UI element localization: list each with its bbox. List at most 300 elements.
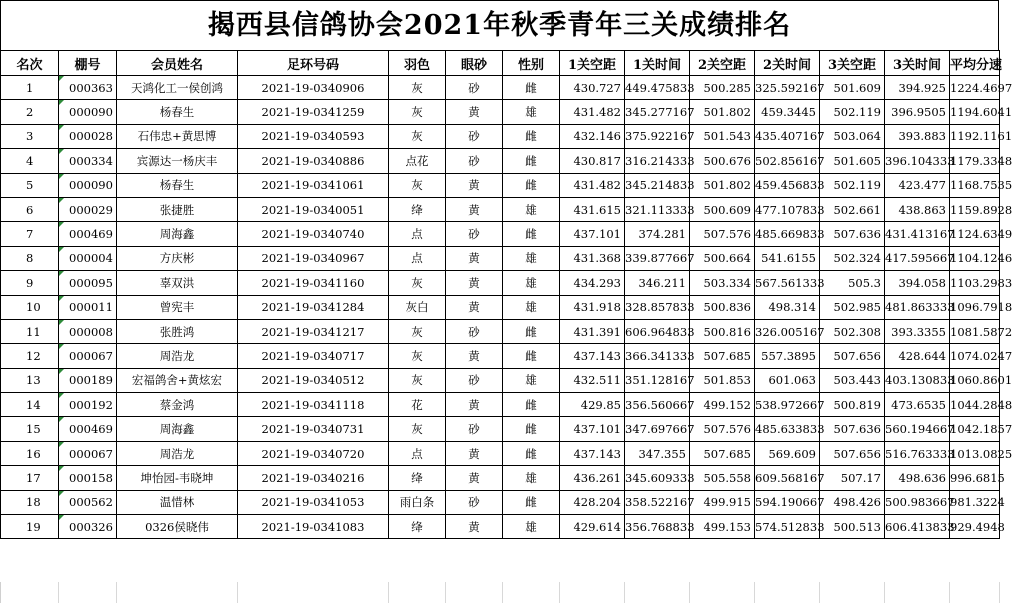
- cell-avg-speed[interactable]: 1124.6349: [950, 222, 1000, 246]
- cell-member[interactable]: 0326侯晓伟: [117, 515, 238, 539]
- cell-sex[interactable]: 雄: [503, 368, 560, 392]
- cell-sex[interactable]: 雄: [503, 246, 560, 270]
- cell-time3[interactable]: 396.104333: [885, 149, 950, 173]
- cell-avg-speed[interactable]: 1044.2848: [950, 393, 1000, 417]
- cell-avg-speed[interactable]: 1224.4697: [950, 76, 1000, 100]
- cell-color[interactable]: 雨白条: [389, 490, 446, 514]
- cell-dist1[interactable]: 430.727: [560, 76, 625, 100]
- header-dist1[interactable]: 1关空距: [560, 51, 625, 76]
- cell-loft[interactable]: 000158: [59, 466, 117, 490]
- cell-color[interactable]: 灰: [389, 100, 446, 124]
- cell-time1[interactable]: 606.964833: [625, 319, 690, 343]
- cell-time2[interactable]: 485.633833: [755, 417, 820, 441]
- cell-eye[interactable]: 砂: [446, 149, 503, 173]
- cell-dist1[interactable]: 431.391: [560, 319, 625, 343]
- cell-loft[interactable]: 000189: [59, 368, 117, 392]
- header-sex[interactable]: 性别: [503, 51, 560, 76]
- cell-rank[interactable]: 6: [1, 197, 59, 221]
- cell-color[interactable]: 灰: [389, 76, 446, 100]
- cell-color[interactable]: 点: [389, 246, 446, 270]
- cell-loft[interactable]: 000067: [59, 441, 117, 465]
- cell-rank[interactable]: 10: [1, 295, 59, 319]
- empty-grid-line: [58, 582, 59, 603]
- cell-dist1[interactable]: 431.918: [560, 295, 625, 319]
- cell-time1[interactable]: 449.475833: [625, 76, 690, 100]
- empty-grid-line: [754, 582, 755, 603]
- cell-time2[interactable]: 567.561333: [755, 271, 820, 295]
- cell-time3[interactable]: 606.413833: [885, 515, 950, 539]
- cell-time3[interactable]: 403.130833: [885, 368, 950, 392]
- cell-avg-speed[interactable]: 1179.3348: [950, 149, 1000, 173]
- cell-dist2[interactable]: 499.152: [690, 393, 755, 417]
- cell-time3[interactable]: 473.6535: [885, 393, 950, 417]
- cell-rank[interactable]: 17: [1, 466, 59, 490]
- cell-avg-speed[interactable]: 1159.8928: [950, 197, 1000, 221]
- cell-avg-speed[interactable]: 1081.5872: [950, 319, 1000, 343]
- cell-rank[interactable]: 19: [1, 515, 59, 539]
- cell-rank[interactable]: 13: [1, 368, 59, 392]
- cell-ring[interactable]: 2021-19-0340906: [238, 76, 389, 100]
- cell-sex[interactable]: 雄: [503, 197, 560, 221]
- cell-eye[interactable]: 黄: [446, 100, 503, 124]
- cell-time1[interactable]: 346.211: [625, 271, 690, 295]
- cell-rank[interactable]: 14: [1, 393, 59, 417]
- cell-time1[interactable]: 356.560667: [625, 393, 690, 417]
- cell-time2[interactable]: 325.592167: [755, 76, 820, 100]
- cell-member[interactable]: 天鸿化工一侯创鸿: [117, 76, 238, 100]
- cell-ring[interactable]: 2021-19-0341259: [238, 100, 389, 124]
- cell-time3[interactable]: 393.883: [885, 124, 950, 148]
- header-color[interactable]: 羽色: [389, 51, 446, 76]
- cell-eye[interactable]: 黄: [446, 515, 503, 539]
- cell-color[interactable]: 点: [389, 222, 446, 246]
- cell-color[interactable]: 灰: [389, 368, 446, 392]
- cell-time3[interactable]: 560.194667: [885, 417, 950, 441]
- cell-eye[interactable]: 黄: [446, 295, 503, 319]
- cell-sex[interactable]: 雌: [503, 319, 560, 343]
- cell-rank[interactable]: 5: [1, 173, 59, 197]
- cell-dist3[interactable]: 501.609: [820, 76, 885, 100]
- cell-time1[interactable]: 375.922167: [625, 124, 690, 148]
- cell-ring[interactable]: 2021-19-0340216: [238, 466, 389, 490]
- header-ring[interactable]: 足环号码: [238, 51, 389, 76]
- cell-dist3[interactable]: 501.605: [820, 149, 885, 173]
- cell-dist3[interactable]: 500.819: [820, 393, 885, 417]
- cell-time2[interactable]: 459.3445: [755, 100, 820, 124]
- cell-eye[interactable]: 砂: [446, 124, 503, 148]
- cell-dist2[interactable]: 499.153: [690, 515, 755, 539]
- cell-time1[interactable]: 374.281: [625, 222, 690, 246]
- cell-dist2[interactable]: 500.285: [690, 76, 755, 100]
- cell-rank[interactable]: 1: [1, 76, 59, 100]
- cell-sex[interactable]: 雌: [503, 417, 560, 441]
- cell-dist1[interactable]: 432.511: [560, 368, 625, 392]
- cell-time3[interactable]: 500.983667: [885, 490, 950, 514]
- cell-dist3[interactable]: 502.661: [820, 197, 885, 221]
- cell-time3[interactable]: 438.863: [885, 197, 950, 221]
- cell-time2[interactable]: 557.3895: [755, 344, 820, 368]
- cell-color[interactable]: 花: [389, 393, 446, 417]
- cell-time1[interactable]: 316.214333: [625, 149, 690, 173]
- cell-rank[interactable]: 18: [1, 490, 59, 514]
- cell-dist1[interactable]: 430.817: [560, 149, 625, 173]
- cell-dist1[interactable]: 434.293: [560, 271, 625, 295]
- cell-eye[interactable]: 黄: [446, 344, 503, 368]
- cell-dist1[interactable]: 429.85: [560, 393, 625, 417]
- cell-dist2[interactable]: 507.685: [690, 441, 755, 465]
- cell-eye[interactable]: 砂: [446, 417, 503, 441]
- cell-time3[interactable]: 423.477: [885, 173, 950, 197]
- cell-eye[interactable]: 砂: [446, 490, 503, 514]
- cell-time3[interactable]: 428.644: [885, 344, 950, 368]
- cell-dist3[interactable]: 507.636: [820, 222, 885, 246]
- cell-dist1[interactable]: 437.101: [560, 222, 625, 246]
- cell-loft[interactable]: 000090: [59, 173, 117, 197]
- cell-dist3[interactable]: 502.119: [820, 173, 885, 197]
- cell-member[interactable]: 周海鑫: [117, 222, 238, 246]
- cell-sex[interactable]: 雌: [503, 344, 560, 368]
- cell-eye[interactable]: 砂: [446, 368, 503, 392]
- cell-avg-speed[interactable]: 1104.1246: [950, 246, 1000, 270]
- cell-dist1[interactable]: 437.143: [560, 344, 625, 368]
- cell-time3[interactable]: 431.413167: [885, 222, 950, 246]
- cell-rank[interactable]: 4: [1, 149, 59, 173]
- cell-eye[interactable]: 砂: [446, 222, 503, 246]
- table-row: [1, 490, 1000, 514]
- cell-color[interactable]: 绛: [389, 515, 446, 539]
- cell-time1[interactable]: 345.277167: [625, 100, 690, 124]
- cell-member[interactable]: 张捷胜: [117, 197, 238, 221]
- cell-time1[interactable]: 356.768833: [625, 515, 690, 539]
- cell-time3[interactable]: 396.9505: [885, 100, 950, 124]
- cell-member[interactable]: 周浩龙: [117, 344, 238, 368]
- cell-time1[interactable]: 351.128167: [625, 368, 690, 392]
- cell-sex[interactable]: 雄: [503, 466, 560, 490]
- cell-sex[interactable]: 雄: [503, 515, 560, 539]
- cell-time1[interactable]: 345.214833: [625, 173, 690, 197]
- empty-grid-line: [884, 582, 885, 603]
- cell-ring[interactable]: 2021-19-0341061: [238, 173, 389, 197]
- cell-rank[interactable]: 7: [1, 222, 59, 246]
- cell-time2[interactable]: 609.568167: [755, 466, 820, 490]
- cell-avg-speed[interactable]: 1194.6041: [950, 100, 1000, 124]
- cell-time3[interactable]: 516.763333: [885, 441, 950, 465]
- cell-eye[interactable]: 黄: [446, 173, 503, 197]
- cell-avg-speed[interactable]: 1074.0247: [950, 344, 1000, 368]
- cell-time2[interactable]: 435.407167: [755, 124, 820, 148]
- cell-member[interactable]: 曾宪丰: [117, 295, 238, 319]
- header-rank[interactable]: 名次: [1, 51, 59, 76]
- cell-member[interactable]: 杨春生: [117, 173, 238, 197]
- cell-color[interactable]: 灰: [389, 173, 446, 197]
- cell-loft[interactable]: 000029: [59, 197, 117, 221]
- cell-sex[interactable]: 雌: [503, 173, 560, 197]
- cell-loft[interactable]: 000011: [59, 295, 117, 319]
- cell-dist3[interactable]: 502.119: [820, 100, 885, 124]
- cell-color[interactable]: 灰: [389, 417, 446, 441]
- cell-member[interactable]: 张胜鸿: [117, 319, 238, 343]
- cell-sex[interactable]: 雄: [503, 100, 560, 124]
- cell-ring[interactable]: 2021-19-0341284: [238, 295, 389, 319]
- cell-loft[interactable]: 000334: [59, 149, 117, 173]
- header-row: [1, 51, 1000, 76]
- cell-dist3[interactable]: 500.513: [820, 515, 885, 539]
- cell-dist1[interactable]: 432.146: [560, 124, 625, 148]
- cell-dist1[interactable]: 431.482: [560, 173, 625, 197]
- cell-color[interactable]: 灰: [389, 124, 446, 148]
- cell-sex[interactable]: 雌: [503, 490, 560, 514]
- cell-ring[interactable]: 2021-19-0341217: [238, 319, 389, 343]
- cell-loft[interactable]: 000067: [59, 344, 117, 368]
- cell-dist3[interactable]: 507.17: [820, 466, 885, 490]
- cell-ring[interactable]: 2021-19-0341118: [238, 393, 389, 417]
- cell-member[interactable]: 周浩龙: [117, 441, 238, 465]
- cell-ring[interactable]: 2021-19-0340967: [238, 246, 389, 270]
- cell-sex[interactable]: 雄: [503, 295, 560, 319]
- cell-loft[interactable]: 000469: [59, 222, 117, 246]
- cell-time1[interactable]: 366.341333: [625, 344, 690, 368]
- cell-rank[interactable]: 9: [1, 271, 59, 295]
- cell-sex[interactable]: 雌: [503, 149, 560, 173]
- cell-member[interactable]: 蔡金鸿: [117, 393, 238, 417]
- cell-time2[interactable]: 502.856167: [755, 149, 820, 173]
- cell-dist2[interactable]: 500.664: [690, 246, 755, 270]
- cell-dist3[interactable]: 502.324: [820, 246, 885, 270]
- cell-rank[interactable]: 16: [1, 441, 59, 465]
- cell-dist2[interactable]: 501.543: [690, 124, 755, 148]
- cell-sex[interactable]: 雌: [503, 76, 560, 100]
- header-time2[interactable]: 2关时间: [755, 51, 820, 76]
- cell-dist3[interactable]: 502.308: [820, 319, 885, 343]
- table-row: [1, 393, 1000, 417]
- cell-avg-speed[interactable]: 1096.7918: [950, 295, 1000, 319]
- cell-ring[interactable]: 2021-19-0340886: [238, 149, 389, 173]
- cell-eye[interactable]: 黄: [446, 466, 503, 490]
- cell-time2[interactable]: 485.669833: [755, 222, 820, 246]
- cell-time2[interactable]: 498.314: [755, 295, 820, 319]
- cell-time2[interactable]: 459.456833: [755, 173, 820, 197]
- cell-ring[interactable]: 2021-19-0341083: [238, 515, 389, 539]
- cell-time3[interactable]: 498.636: [885, 466, 950, 490]
- cell-time2[interactable]: 538.972667: [755, 393, 820, 417]
- cell-dist3[interactable]: 507.636: [820, 417, 885, 441]
- empty-grid-line: [559, 582, 560, 603]
- cell-dist2[interactable]: 505.558: [690, 466, 755, 490]
- cell-dist2[interactable]: 500.816: [690, 319, 755, 343]
- cell-dist3[interactable]: 503.443: [820, 368, 885, 392]
- cell-dist3[interactable]: 498.426: [820, 490, 885, 514]
- table-row: [1, 417, 1000, 441]
- header-dist2[interactable]: 2关空距: [690, 51, 755, 76]
- header-time1[interactable]: 1关时间: [625, 51, 690, 76]
- cell-avg-speed[interactable]: 1192.1161: [950, 124, 1000, 148]
- table-row: [1, 515, 1000, 539]
- cell-ring[interactable]: 2021-19-0340720: [238, 441, 389, 465]
- header-loft[interactable]: 棚号: [59, 51, 117, 76]
- cell-member[interactable]: 坤怡园-韦晓坤: [117, 466, 238, 490]
- cell-dist2[interactable]: 500.609: [690, 197, 755, 221]
- cell-dist3[interactable]: 503.064: [820, 124, 885, 148]
- empty-grid-line: [949, 582, 950, 603]
- cell-ring[interactable]: 2021-19-0340051: [238, 197, 389, 221]
- cell-dist1[interactable]: 437.101: [560, 417, 625, 441]
- cell-dist2[interactable]: 507.576: [690, 417, 755, 441]
- cell-dist3[interactable]: 505.3: [820, 271, 885, 295]
- cell-color[interactable]: 绛: [389, 466, 446, 490]
- cell-dist2[interactable]: 501.802: [690, 100, 755, 124]
- empty-grid-line: [502, 582, 503, 603]
- header-eye[interactable]: 眼砂: [446, 51, 503, 76]
- cell-member[interactable]: 周海鑫: [117, 417, 238, 441]
- cell-sex[interactable]: 雌: [503, 222, 560, 246]
- cell-avg-speed[interactable]: 929.4948: [950, 515, 1000, 539]
- cell-dist2[interactable]: 499.915: [690, 490, 755, 514]
- cell-rank[interactable]: 3: [1, 124, 59, 148]
- header-dist3[interactable]: 3关空距: [820, 51, 885, 76]
- cell-time3[interactable]: 393.3355: [885, 319, 950, 343]
- header-avg-speed[interactable]: 平均分速: [950, 51, 1000, 76]
- cell-color[interactable]: 灰白: [389, 295, 446, 319]
- cell-loft[interactable]: 000008: [59, 319, 117, 343]
- cell-member[interactable]: 辜双洪: [117, 271, 238, 295]
- cell-time2[interactable]: 601.063: [755, 368, 820, 392]
- cell-color[interactable]: 点花: [389, 149, 446, 173]
- cell-loft[interactable]: 000192: [59, 393, 117, 417]
- cell-dist1[interactable]: 436.261: [560, 466, 625, 490]
- cell-time1[interactable]: 321.113333: [625, 197, 690, 221]
- cell-ring[interactable]: 2021-19-0340731: [238, 417, 389, 441]
- cell-member[interactable]: 石伟忠+黄思博: [117, 124, 238, 148]
- cell-rank[interactable]: 11: [1, 319, 59, 343]
- cell-time2[interactable]: 326.005167: [755, 319, 820, 343]
- cell-dist1[interactable]: 437.143: [560, 441, 625, 465]
- header-time3[interactable]: 3关时间: [885, 51, 950, 76]
- cell-time1[interactable]: 347.355: [625, 441, 690, 465]
- cell-ring[interactable]: 2021-19-0340717: [238, 344, 389, 368]
- cell-eye[interactable]: 黄: [446, 393, 503, 417]
- cell-color[interactable]: 绛: [389, 197, 446, 221]
- cell-loft[interactable]: 000469: [59, 417, 117, 441]
- cell-dist2[interactable]: 507.576: [690, 222, 755, 246]
- cell-dist1[interactable]: 428.204: [560, 490, 625, 514]
- cell-avg-speed[interactable]: 1042.1857: [950, 417, 1000, 441]
- cell-time2[interactable]: 574.512833: [755, 515, 820, 539]
- cell-time3[interactable]: 394.925: [885, 76, 950, 100]
- cell-ring[interactable]: 2021-19-0340512: [238, 368, 389, 392]
- cell-time1[interactable]: 345.609333: [625, 466, 690, 490]
- cell-member[interactable]: 杨春生: [117, 100, 238, 124]
- cell-color[interactable]: 灰: [389, 344, 446, 368]
- table-row: [1, 441, 1000, 465]
- results-table: [0, 50, 1012, 539]
- cell-time1[interactable]: 347.697667: [625, 417, 690, 441]
- cell-rank[interactable]: 15: [1, 417, 59, 441]
- cell-dist3[interactable]: 507.656: [820, 441, 885, 465]
- cell-time2[interactable]: 594.190667: [755, 490, 820, 514]
- table-row: [1, 222, 1000, 246]
- cell-avg-speed[interactable]: 1168.7535: [950, 173, 1000, 197]
- cell-time2[interactable]: 569.609: [755, 441, 820, 465]
- cell-dist2[interactable]: 503.334: [690, 271, 755, 295]
- cell-loft[interactable]: 000326: [59, 515, 117, 539]
- cell-avg-speed[interactable]: 996.6815: [950, 466, 1000, 490]
- cell-loft[interactable]: 000095: [59, 271, 117, 295]
- cell-eye[interactable]: 黄: [446, 271, 503, 295]
- cell-time3[interactable]: 417.595667: [885, 246, 950, 270]
- cell-ring[interactable]: 2021-19-0341160: [238, 271, 389, 295]
- cell-time1[interactable]: 339.877667: [625, 246, 690, 270]
- cell-eye[interactable]: 砂: [446, 76, 503, 100]
- table-row: [1, 149, 1000, 173]
- cell-dist3[interactable]: 507.656: [820, 344, 885, 368]
- cell-rank[interactable]: 2: [1, 100, 59, 124]
- table-body: [1, 76, 1012, 539]
- cell-sex[interactable]: 雌: [503, 393, 560, 417]
- cell-member[interactable]: 宏福鸽舍+黄炫宏: [117, 368, 238, 392]
- table-row: [1, 246, 1000, 270]
- cell-time2[interactable]: 477.107833: [755, 197, 820, 221]
- cell-avg-speed[interactable]: 1060.8601: [950, 368, 1000, 392]
- cell-time2[interactable]: 541.6155: [755, 246, 820, 270]
- cell-sex[interactable]: 雌: [503, 124, 560, 148]
- cell-dist2[interactable]: 500.836: [690, 295, 755, 319]
- cell-time3[interactable]: 481.863333: [885, 295, 950, 319]
- cell-loft[interactable]: 000028: [59, 124, 117, 148]
- cell-ring[interactable]: 2021-19-0341053: [238, 490, 389, 514]
- cell-time3[interactable]: 394.058: [885, 271, 950, 295]
- cell-dist2[interactable]: 501.802: [690, 173, 755, 197]
- cell-loft[interactable]: 000004: [59, 246, 117, 270]
- cell-dist1[interactable]: 431.482: [560, 100, 625, 124]
- cell-avg-speed[interactable]: 1013.0825: [950, 441, 1000, 465]
- cell-sex[interactable]: 雌: [503, 441, 560, 465]
- cell-time1[interactable]: 328.857833: [625, 295, 690, 319]
- cell-time1[interactable]: 358.522167: [625, 490, 690, 514]
- cell-member[interactable]: 宾源达一杨庆丰: [117, 149, 238, 173]
- cell-color[interactable]: 灰: [389, 271, 446, 295]
- cell-member[interactable]: 温惜林: [117, 490, 238, 514]
- cell-loft[interactable]: 000363: [59, 76, 117, 100]
- table-row: [1, 368, 1000, 392]
- cell-loft[interactable]: 000562: [59, 490, 117, 514]
- cell-eye[interactable]: 黄: [446, 197, 503, 221]
- cell-member[interactable]: 方庆彬: [117, 246, 238, 270]
- cell-sex[interactable]: 雄: [503, 271, 560, 295]
- cell-dist2[interactable]: 500.676: [690, 149, 755, 173]
- cell-dist2[interactable]: 507.685: [690, 344, 755, 368]
- cell-eye[interactable]: 砂: [446, 319, 503, 343]
- cell-eye[interactable]: 黄: [446, 441, 503, 465]
- cell-ring[interactable]: 2021-19-0340740: [238, 222, 389, 246]
- header-member[interactable]: 会员姓名: [117, 51, 238, 76]
- cell-dist2[interactable]: 501.853: [690, 368, 755, 392]
- cell-rank[interactable]: 8: [1, 246, 59, 270]
- cell-avg-speed[interactable]: 1103.2983: [950, 271, 1000, 295]
- cell-dist1[interactable]: 429.614: [560, 515, 625, 539]
- cell-color[interactable]: 点: [389, 441, 446, 465]
- empty-grid-line: [445, 582, 446, 603]
- cell-loft[interactable]: 000090: [59, 100, 117, 124]
- cell-eye[interactable]: 黄: [446, 246, 503, 270]
- cell-dist3[interactable]: 502.985: [820, 295, 885, 319]
- cell-ring[interactable]: 2021-19-0340593: [238, 124, 389, 148]
- cell-dist1[interactable]: 431.368: [560, 246, 625, 270]
- cell-dist1[interactable]: 431.615: [560, 197, 625, 221]
- cell-rank[interactable]: 12: [1, 344, 59, 368]
- cell-avg-speed[interactable]: 981.3224: [950, 490, 1000, 514]
- cell-color[interactable]: 灰: [389, 319, 446, 343]
- empty-grid-line: [388, 582, 389, 603]
